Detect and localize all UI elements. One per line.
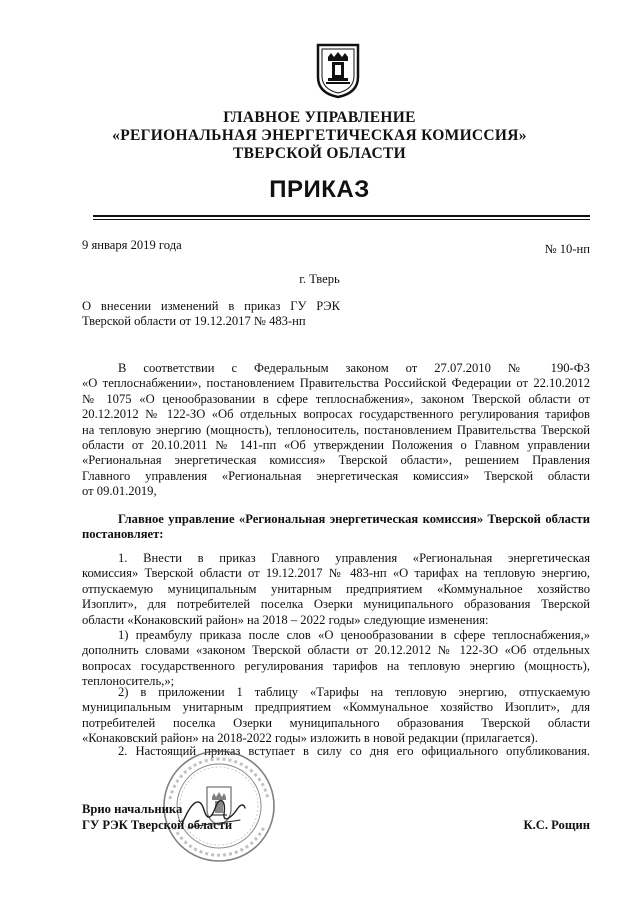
- item-1-line: отпускаемую муниципальным унитарным предприятием «Коммунальное хозяйство: [82, 581, 590, 596]
- sub-item-1-line: 1) преамбулу приказа после слов «О ценообразовании в сфере теплоснабжения,»: [118, 628, 590, 642]
- sub-item-1-line: дополнить словами «законом Тверской области от 20.12.2012 № 122-ЗО «Об отдельных: [82, 643, 590, 658]
- sub-item-2-line: потребителей поселка Озерки муниципального образования Тверской области: [82, 715, 590, 730]
- coat-of-arms-icon: [314, 41, 362, 99]
- sub-item-1-line: вопросах государственного регулирования тарифов на тепловую энергию (мощность),: [82, 658, 590, 673]
- header-divider-thin: [93, 219, 590, 220]
- sub-item-2-line: муниципальным унитарным предприятием «Коммунальное хозяйство Изоплит», для: [82, 700, 590, 715]
- sub-item-2-paragraph: [82, 685, 590, 747]
- preamble-line: от 09.01.2019,: [82, 484, 157, 499]
- signature-title-1: Врио начальника: [82, 802, 183, 816]
- handwritten-signature-icon: [178, 790, 248, 834]
- header-line-2: «РЕГИОНАЛЬНАЯ ЭНЕРГЕТИЧЕСКАЯ КОМИССИЯ»: [112, 127, 527, 144]
- document-city: г. Тверь: [299, 272, 340, 286]
- preamble-line: № 1075 «О ценообразовании в сфере теплоснабжения», законом Тверской области от: [82, 391, 590, 406]
- preamble-line: В соответствии с Федеральным законом от 27.07.2010 № 190-ФЗ: [118, 361, 590, 375]
- document-number: № 10-нп: [544, 242, 590, 256]
- item-2-paragraph: [82, 744, 590, 759]
- item-1-paragraph: [82, 551, 590, 628]
- item-1-line: 1. Внести в приказ Главного управления «Региональная энергетическая: [118, 551, 590, 565]
- preamble-line: Главного управления «Региональная энергетическая комиссия» Тверской области: [82, 468, 590, 483]
- sub-item-1-line: теплоноситель,»;: [82, 674, 175, 689]
- subject-line-2: Тверской области от 19.12.2017 № 483-нп: [82, 314, 306, 328]
- sub-item-2-line: «Конаковский район» на 2018-2022 годы» изложить в новой редакции (прилагается).: [82, 731, 538, 746]
- item-1-line: Изоплит», для потребителей поселка Озерки муниципального образования Тверской: [82, 597, 590, 612]
- resolves-line: постановляет:: [82, 527, 164, 542]
- item-1-line: области «Конаковский район» на 2018 – 2022 годы» следующие изменения:: [82, 612, 489, 627]
- item-1-line: комиссия» Тверской области от 19.12.2017 № 483-нп «О тарифах на тепловую энергию,: [82, 566, 590, 581]
- preamble-line: на тепловую энергию (мощность), теплоноситель, постановлением Правительства Тверской: [82, 422, 590, 437]
- preamble-line: «О теплоснабжении», постановлением Правительства Российской Федерации от 22.10.2012: [82, 376, 590, 391]
- document-date: 9 января 2019 года: [82, 238, 182, 252]
- signatory-name: К.С. Рощин: [523, 818, 590, 832]
- resolves-paragraph: [82, 512, 590, 543]
- resolves-line: Главное управление «Региональная энергетическая комиссия» Тверской области: [118, 512, 590, 526]
- sub-item-2-line: 2) в приложении 1 таблицу «Тарифы на тепловую энергию, отпускаемую: [118, 685, 590, 699]
- preamble-line: «Региональная энергетическая комиссия» Тверской области», решением Правления: [82, 453, 590, 468]
- preamble-paragraph: [82, 361, 590, 500]
- header-line-3: ТВЕРСКОЙ ОБЛАСТИ: [233, 145, 406, 162]
- document-type-title: ПРИКАЗ: [269, 176, 370, 203]
- sub-item-1-paragraph: [82, 628, 590, 690]
- preamble-line: 20.12.2012 № 122-ЗО «Об отдельных вопросах государственного регулирования тарифов: [82, 407, 590, 422]
- item-2-line: 2. Настоящий приказ вступает в силу со дня его официального опубликования.: [118, 744, 590, 758]
- signature-title-2: ГУ РЭК Тверской области: [82, 818, 233, 832]
- header-divider: [93, 215, 590, 217]
- subject-line-1: О внесении изменений в приказ ГУ РЭК: [82, 299, 340, 313]
- preamble-line: области от 20.10.2011 № 141-пп «Об утверждении Положения о Главном управлении: [82, 437, 590, 452]
- header-line-1: ГЛАВНОЕ УПРАВЛЕНИЕ: [223, 109, 416, 126]
